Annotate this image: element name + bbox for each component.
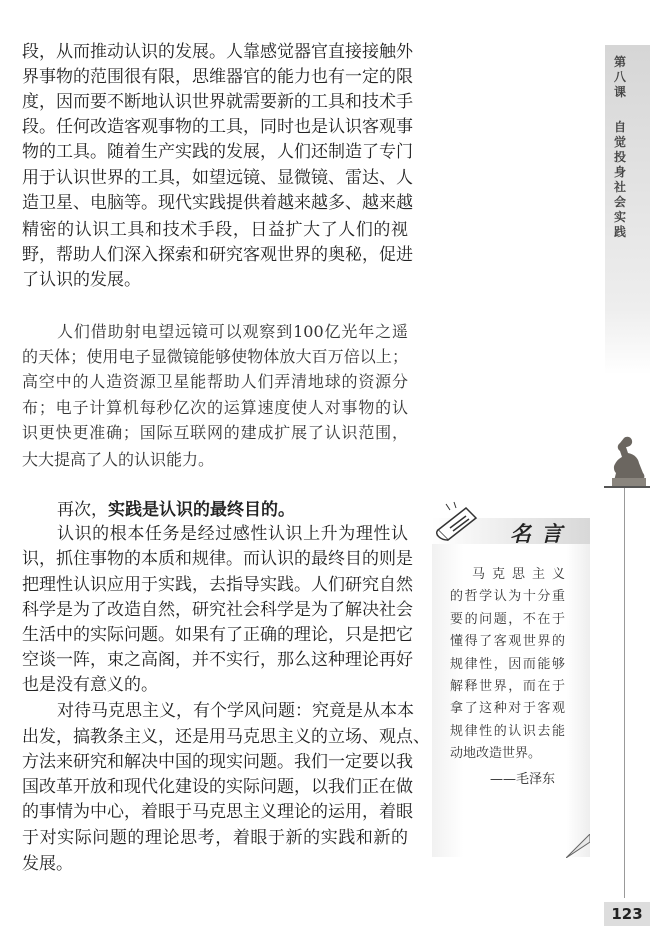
- quote-line: 规律性，因而能够: [450, 656, 565, 672]
- lesson-title: 自觉投身社会实践: [613, 120, 626, 239]
- text-line: 对待马克思主义，有个学风问题：究竟是从本本: [57, 701, 414, 721]
- text-line: 识更快更准确；国际互联网的建成扩展了认识范围，: [22, 423, 408, 442]
- newspaper-icon: [432, 500, 482, 544]
- text-line: 的天体；使用电子显微镜能够使物体放大百万倍以上；: [22, 347, 408, 366]
- text-line: 界事物的范围很有限，思维器官的能力也有一定的限: [22, 67, 413, 87]
- heading-prefix: 再次，: [57, 500, 108, 520]
- text-line: 物的工具。随着生产实践的发展，人们还制造了专门: [22, 142, 413, 162]
- text-line: 出发，搞教条主义，还是用马克思主义的立场、观点、: [22, 727, 430, 747]
- text-line: 段，从而推动认识的发展。人靠感觉器官直接接触外: [22, 42, 413, 62]
- quote-line: 马克思主义: [472, 567, 565, 582]
- text-line: 国改革开放和现代化建设的实际问题，以我们正在做: [22, 777, 413, 797]
- text-line: 造卫星、电脑等。现代实践提供着越来越多、越来越: [22, 193, 413, 213]
- quote-line: 规律性的认识去能: [450, 723, 565, 739]
- text-line: 的事情为中心，着眼于马克思主义理论的运用，着眼: [22, 802, 413, 822]
- text-line: 大大提高了人的认识能力。: [22, 450, 215, 469]
- quote-line: 动地改造世界。: [450, 746, 542, 762]
- text-line: 人们借助射电望远镜可以观察到100亿光年之遥: [57, 322, 408, 341]
- quote-line: 要的问题，不在于: [450, 611, 565, 627]
- text-line: 段。任何改造客观事物的工具，同时也是认识客观事: [22, 117, 413, 137]
- section-heading: [57, 499, 408, 521]
- text-line: 也是没有意义的。: [22, 675, 158, 695]
- heading-bold: 实践是认识的最终目的。: [108, 500, 295, 520]
- text-line: 识，抓住事物的本质和规律。而认识的最终目的则是: [22, 549, 413, 569]
- text-line: 空谈一阵，束之高阁，并不实行，那么这种理论再好: [22, 650, 413, 670]
- quote-line: 拿了这种对于客观: [450, 701, 565, 717]
- text-line: 方法来研究和解决中国的现实问题。我们一定要以我: [22, 752, 413, 772]
- text-line: 生活中的实际问题。如果有了正确的理论，只是把它: [22, 625, 413, 645]
- quote-line: 的哲学认为十分重: [450, 589, 565, 605]
- text-line: 认识的根本任务是经过感性认识上升为理性认: [57, 524, 408, 544]
- text-line: 科学是为了改造自然，研究社会科学是为了解决社会: [22, 600, 413, 620]
- page-curl-icon: [566, 834, 590, 858]
- margin-line: [624, 488, 625, 898]
- quote-line: 懂得了客观世界的: [450, 634, 565, 650]
- text-line: 了认识的发展。: [22, 270, 141, 290]
- text-line: 发展。: [22, 854, 73, 874]
- lesson-number: 第八课: [613, 55, 626, 99]
- divider-line: [604, 486, 650, 488]
- quote-author: ——毛泽东: [490, 772, 556, 787]
- text-line: 度，因而要不断地认识世界就需要新的工具和技术手: [22, 92, 413, 112]
- text-line: 布；电子计算机每秒亿次的运算速度使人对事物的认: [22, 398, 408, 417]
- page-number: 123: [604, 902, 650, 926]
- quote-title: 名言: [510, 522, 572, 546]
- text-line: 高空中的人造资源卫星能帮助人们弄清地球的资源分: [22, 372, 408, 391]
- text-line: 把理性认识应用于实践，去指导实践。人们研究自然: [22, 575, 413, 595]
- text-line: 用于认识世界的工具，如望远镜、显微镜、雷达、人: [22, 168, 413, 188]
- text-line: 精密的认识工具和技术手段，日益扩大了人们的视: [22, 220, 408, 240]
- thinker-statue-icon: [604, 432, 650, 486]
- text-line: 于对实际问题的理论思考，着眼于新的实践和新的: [22, 828, 408, 848]
- quote-line: 解释世界，而在于: [450, 679, 565, 694]
- text-line: 野，帮助人们深入探索和研究客观世界的奥秘，促进: [22, 245, 413, 265]
